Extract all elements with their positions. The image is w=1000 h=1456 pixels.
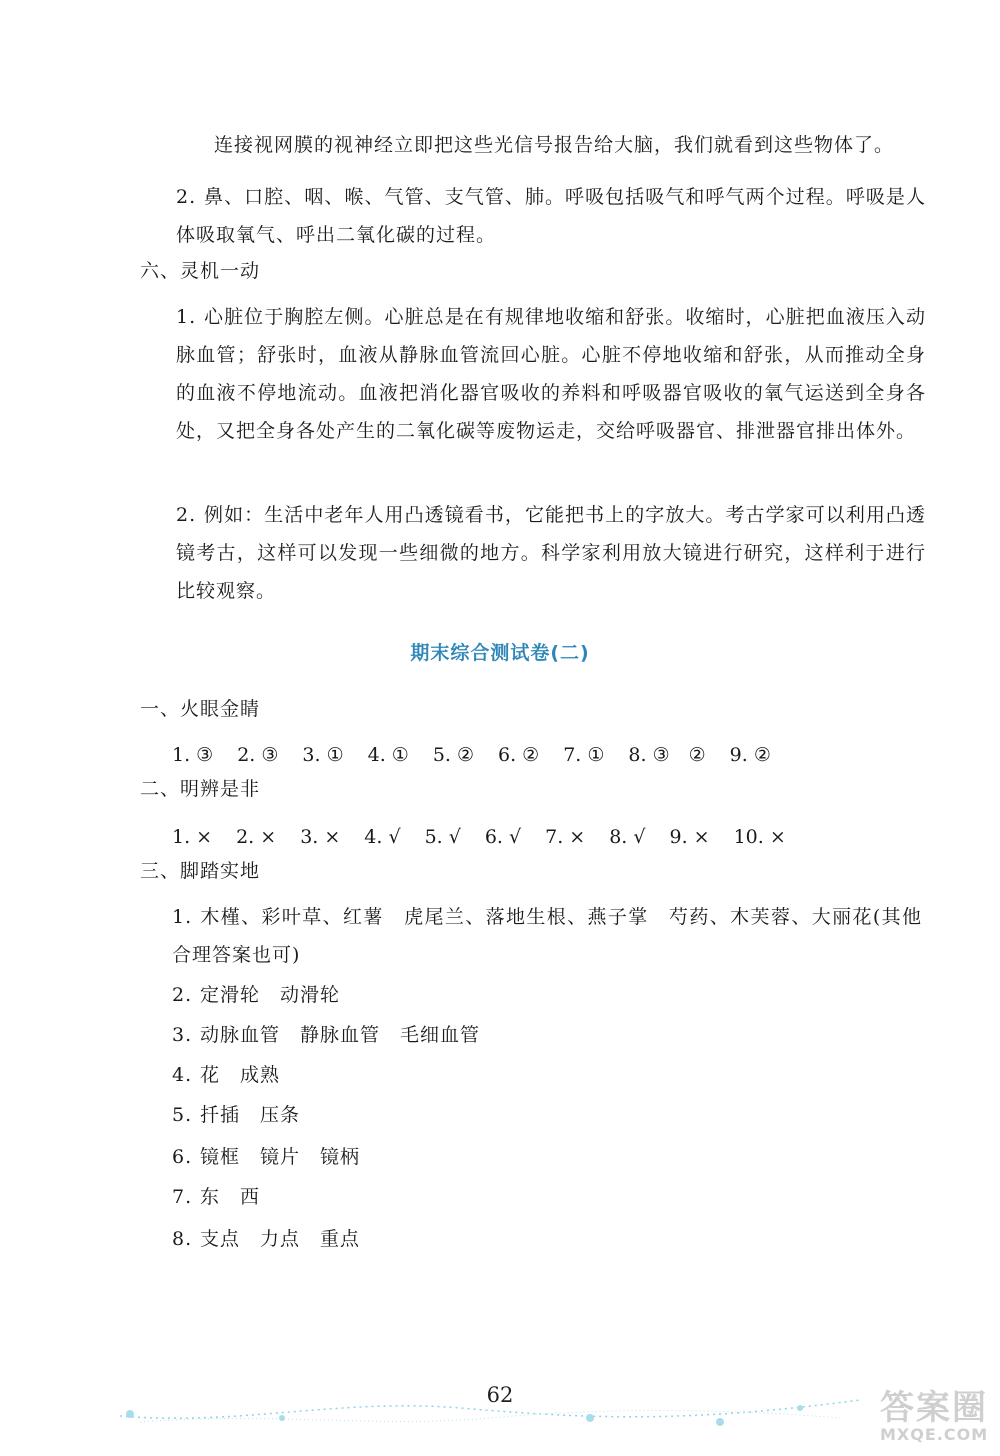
answer-item-3-6 [172,1144,360,1170]
section-heading-3: 三、脚踏实地 [140,860,261,882]
answer-item-3-8 [172,1226,360,1252]
item-text: 定滑轮 动滑轮 [200,984,341,1006]
tf-answer: 3. × [300,826,341,848]
choice-answer: 8. ③ ② [628,744,706,766]
item-number: 7. [172,1186,193,1208]
page-number: 62 [486,1383,514,1407]
item-number: 2. [172,984,193,1006]
item-text: 镜框 镜片 镜柄 [200,1146,361,1168]
choice-answer: 7. ① [563,744,605,766]
answer-item-3-7 [172,1184,260,1210]
answer-item-3-5 [172,1102,300,1128]
answer-item-6-2 [176,496,926,610]
item-text: 东 西 [200,1186,261,1208]
item-number: 2. [176,186,197,208]
exam-title: 期末综合测试卷(二) [410,642,590,664]
bubble-dot [716,1418,724,1426]
item-text: 花 成熟 [200,1064,281,1086]
continued-paragraph-line: 连接视网膜的视神经立即把这些光信号报告给大脑，我们就看到这些物体了。 [214,134,895,156]
choice-answer: 1. ③ [172,744,214,766]
item-text: 鼻、口腔、咽、喉、气管、支气管、肺。呼吸包括吸气和呼气两个过程。呼吸是人体吸取氧气、呼出二氧化碳的过程。 [176,186,926,246]
answer-row-true-false [172,824,810,850]
item-number: 8. [172,1228,193,1250]
answer-item-5-2 [176,178,926,254]
item-text: 动脉血管 静脉血管 毛细血管 [200,1024,481,1046]
choice-answer: 9. ② [729,744,771,766]
watermark-text: 答案圈 [880,1388,988,1428]
tf-answer: 9. × [669,826,710,848]
answer-row-choice [172,742,795,768]
tf-answer: 7. × [545,826,586,848]
choice-answer: 5. ② [432,744,475,766]
answer-item-6-1 [176,298,926,450]
item-number: 6. [172,1146,193,1168]
section-heading-1: 一、火眼金睛 [140,698,261,720]
item-number: 4. [172,1064,193,1086]
choice-answer: 6. ② [498,744,540,766]
tf-answer: 10. × [733,826,786,848]
item-text: 支点 力点 重点 [200,1228,361,1250]
bubble-dot [126,1410,134,1418]
section-heading-2: 二、明辨是非 [140,778,261,800]
tf-answer: 4. √ [364,826,401,848]
tf-answer: 5. √ [424,826,461,848]
watermark-logo [880,1390,990,1450]
wave-line [140,1411,840,1423]
tf-answer: 1. × [172,826,213,848]
choice-answer: 3. ① [302,744,344,766]
section-heading-6: 六、灵机一动 [140,260,261,282]
choice-answer: 2. ③ [237,744,279,766]
item-number: 5. [172,1104,193,1126]
item-text: 例如：生活中老年人用凸透镜看书，它能把书上的字放大。考古学家可以利用凸透镜考古，这样可以发现一些细微的地方。科学家利用放大镜进行研究，这样利于进行比较观察。 [176,504,926,602]
bubble-dot [586,1414,594,1422]
tf-answer: 8. √ [609,826,646,848]
watermark-url: MXQE.COM [880,1425,989,1444]
answer-item-3-2 [172,982,340,1008]
item-text: 扦插 压条 [200,1104,301,1126]
item-number: 2. [176,504,197,526]
answer-item-3-4 [172,1062,280,1088]
item-number: 1. [176,306,197,328]
tf-answer: 2. × [236,826,277,848]
answer-item-3-1 [172,898,922,974]
item-text: 心脏位于胸腔左侧。心脏总是在有规律地收缩和舒张。收缩时，心脏把血液压入动脉血管；舒张时，血液从静脉血管流回心脏。心脏不停地收缩和舒张，从而推动全身的血液不停地流动。血液把消化器官吸收的养料和呼吸器官吸收的氧气运送到全身各处，又把全身各处产生的二氧化碳等废物运走，交给呼吸器官、排泄器官排出体外。 [176,306,926,442]
choice-answer: 4. ① [367,744,409,766]
answer-item-3-3 [172,1022,480,1048]
tf-answer: 6. √ [484,826,522,848]
item-text: 木槿、彩叶草、红薯 虎尾兰、落地生根、燕子掌 芍药、木芙蓉、大丽花(其他合理答案也可) [172,906,922,966]
bubble-dot [279,1415,285,1421]
item-number: 3. [172,1024,193,1046]
item-number: 1. [172,906,193,928]
